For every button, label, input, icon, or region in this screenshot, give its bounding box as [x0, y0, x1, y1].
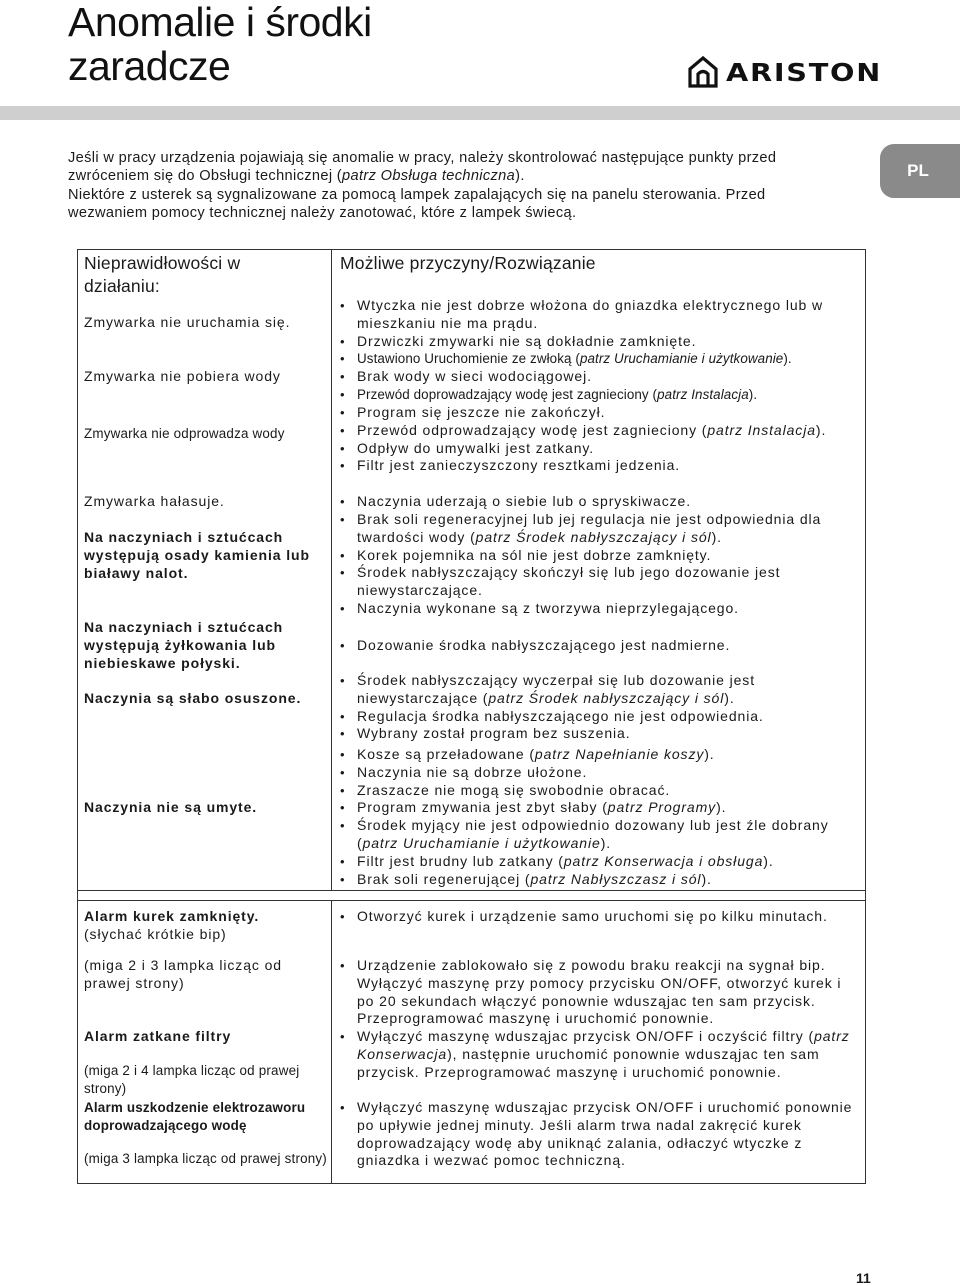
list-item: • Program zmywania jest zbyt słaby (patrz Programy).	[340, 799, 860, 817]
ariston-logo	[688, 55, 882, 89]
list-item: • Wyłączyć maszynę wdusząjac przycisk ON/OFF i uruchomić ponownie po upływie jednej minuty. Jeśli alarm trwa nadal zakręcić kurek doprowadzający wodę aby uniknąć zalania, odłaczyć wtyczke z gniazdka i wezwać pomoc techniczną.	[340, 1099, 860, 1170]
list-item: • Zraszacze nie mogą się swobodnie obracać.	[340, 782, 860, 800]
solution-list	[340, 908, 860, 926]
solution-list	[340, 1028, 860, 1081]
language-tab: PL	[880, 144, 960, 198]
column-header-solution: Możliwe przyczyny/Rozwiązanie	[340, 253, 596, 273]
list-item: • Środek myjący nie jest odpowiednio dozowany lub jest źle dobrany (patrz Uruchamianie i użytkowanie).	[340, 817, 860, 853]
list-item: • Wtyczka nie jest dobrze włożona do gniazdka elektrycznego lub w mieszkaniu nie ma prądu.	[340, 297, 860, 333]
list-item: • Otworzyć kurek i urządzenie samo uruchomi się po kilku minutach.	[340, 908, 860, 926]
list-item: • Środek nabłyszczający wyczerpał się lub dozowanie jest niewystarczające (patrz Środek nabłyszczający i sól).	[340, 672, 860, 708]
column-header-problem: Nieprawidłowości w działaniu:	[84, 253, 241, 296]
list-item: • Korek pojemnika na sól nie jest dobrze zamknięty.	[340, 547, 860, 565]
problem-streaks: Na naczyniach i sztućcach występują żyłkowania lub niebieskawe połyski.	[84, 619, 284, 671]
intro-line: wezwaniem pomocy technicznej należy zanotować, które z lampek świecą.	[68, 204, 577, 221]
title-line-1: Anomalie i środki	[68, 0, 372, 45]
list-item: • Przewód doprowadzający wodę jest zagnieciony (patrz Instalacja).	[340, 386, 860, 404]
solution-list	[340, 746, 860, 888]
list-item: • Przewód odprowadzający wodę jest zagnieciony (patrz Instalacja).	[340, 422, 860, 440]
list-item: • Regulacja środka nabłyszczającego nie jest odpowiednia.	[340, 708, 860, 726]
list-item: • Brak soli regeneracyjnej lub jej regulacja nie jest odpowiednia dla twardości wody (patrz Środek nabłyszczający i sól).	[340, 511, 860, 547]
alarm-tap-closed-blink: (miga 2 i 3 lampka licząc od prawej strony)	[84, 957, 282, 991]
intro-line: Jeśli w pracy urządzenia pojawiają się anomalie w pracy, należy skontrolować następujące punkty przed	[68, 150, 777, 166]
solution-list	[340, 297, 860, 368]
solution-list	[340, 637, 860, 655]
list-item: • Urządzenie zablokowało się z powodu braku reakcji na sygnał bip. Wyłączyć maszynę przy pomocy przycisku ON/OFF, otworzyć kurek i po 20 sekundach włączyć ponownie wdusząjac ten sam przycisk. Przeprogramować maszynę i uruchomić ponownie.	[340, 957, 860, 1028]
alarm-tap-closed: Alarm kurek zamknięty. (słychać krótkie bip)	[84, 908, 260, 942]
title-line-2: zaradcze	[68, 43, 231, 89]
list-item: • Środek nabłyszczający skończył się lub jego dozowanie jest niewystarczające.	[340, 564, 860, 600]
solution-list	[340, 672, 860, 743]
column-divider	[331, 900, 332, 1184]
problem-not-start: Zmywarka nie uruchamia się.	[84, 314, 291, 330]
list-item: • Wybrany został program bez suszenia.	[340, 725, 860, 743]
problem-no-drain: Zmywarka nie odprowadza wody	[84, 426, 285, 441]
list-item: • Naczynia wykonane są z tworzywa nieprzylegającego.	[340, 600, 860, 618]
page-number: 11	[856, 1270, 871, 1286]
problem-limescale: Na naczyniach i sztućcach występują osady kamienia lub białawy nalot.	[84, 529, 310, 581]
solution-list	[340, 404, 860, 475]
column-divider	[331, 250, 332, 890]
list-item: • Dozowanie środka nabłyszczającego jest nadmierne.	[340, 637, 860, 655]
list-item: • Naczynia nie są dobrze ułożone.	[340, 764, 860, 782]
row-divider	[78, 900, 865, 901]
header-divider	[0, 106, 960, 120]
list-item: • Wyłączyć maszynę wdusząjac przycisk ON/OFF i oczyścić filtry (patrz Konserwacja), następnie uruchomić ponownie wdusząjac ten sam przycisk. Przeprogramować maszynę i uruchomić ponownie.	[340, 1028, 860, 1081]
list-item: • Brak soli regenerującej (patrz Nabłyszczasz i sól).	[340, 871, 860, 889]
alarm-valve-fault: Alarm uszkodzenie elektrozaworu doprowadzającego wodę	[84, 1100, 306, 1133]
solution-list	[340, 511, 860, 618]
house-icon	[688, 56, 718, 88]
solution-list	[340, 1099, 860, 1170]
alarm-valve-blink: (miga 3 lampka licząc od prawej strony)	[84, 1151, 327, 1166]
intro-line: zwróceniem się do Obsługi technicznej (patrz Obsługa techniczna).	[68, 168, 525, 185]
row-divider	[78, 890, 865, 891]
list-item: • Filtr jest zanieczyszczony resztkami jedzenia.	[340, 457, 860, 475]
page-title	[68, 0, 372, 88]
solution-list	[340, 493, 860, 511]
intro-line: Niektóre z usterek są sygnalizowane za pomocą lampek zapalających się na panelu sterowania. Przed	[68, 186, 766, 203]
problem-poor-drying: Naczynia są słabo osuszone.	[84, 690, 302, 706]
alarm-filters-clogged: Alarm zatkane filtry	[84, 1028, 232, 1044]
intro-text	[68, 149, 848, 222]
list-item: • Program się jeszcze nie zakończył.	[340, 404, 860, 422]
list-item: • Naczynia uderzają o siebie lub o spryskiwacze.	[340, 493, 860, 511]
list-item: • Ustawiono Uruchomienie ze zwłoką (patrz Uruchamianie i użytkowanie).	[340, 350, 860, 368]
list-item: • Kosze są przeładowane (patrz Napełnianie koszy).	[340, 746, 860, 764]
list-item: • Filtr jest brudny lub zatkany (patrz Konserwacja i obsługa).	[340, 853, 860, 871]
problem-no-water-intake: Zmywarka nie pobiera wody	[84, 368, 281, 384]
solution-list	[340, 957, 860, 1028]
list-item: • Odpływ do umywalki jest zatkany.	[340, 440, 860, 458]
alarm-filters-blink: (miga 2 i 4 lampka licząc od prawej strony)	[84, 1063, 300, 1096]
list-item: • Brak wody w sieci wodociągowej.	[340, 368, 860, 386]
solution-list	[340, 368, 860, 404]
brand-name: ARISTON	[726, 57, 882, 87]
list-item: • Drzwiczki zmywarki nie są dokładnie zamknięte.	[340, 333, 860, 351]
problem-noise: Zmywarka hałasuje.	[84, 493, 225, 509]
problem-not-clean: Naczynia nie są umyte.	[84, 799, 258, 815]
troubleshooting-table	[77, 249, 866, 1184]
